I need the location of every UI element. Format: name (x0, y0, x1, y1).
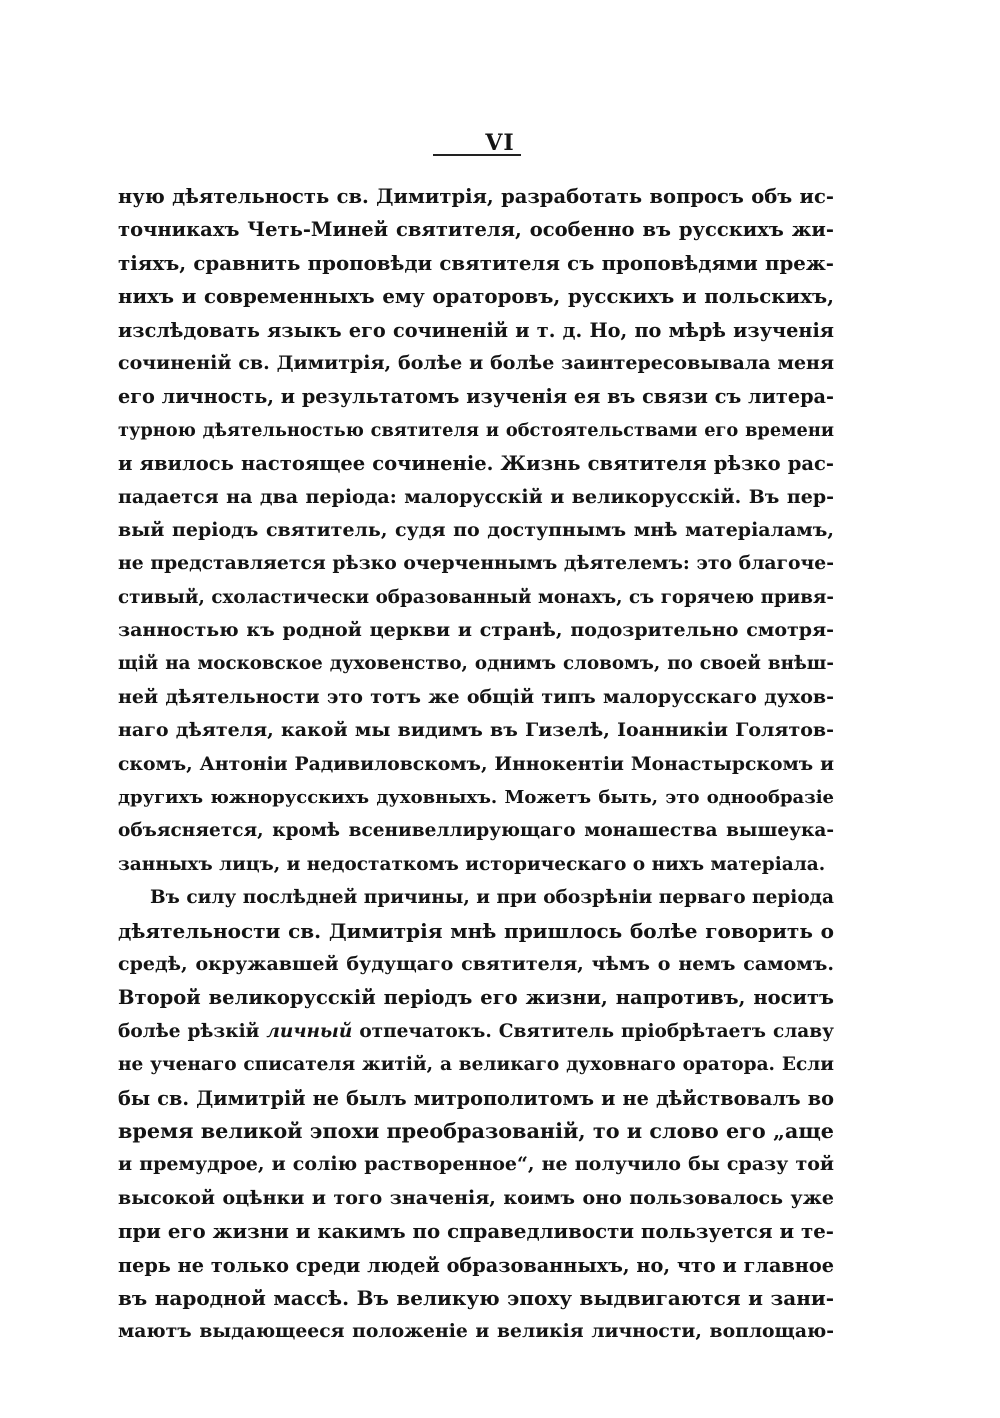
text-line: скомъ, Антоніи Радивиловскомъ, Иннокентіи Монастырскомъ и (118, 752, 834, 775)
text-line: средѣ, окружавшей будущаго святителя, чѣмъ о немъ самомъ. (118, 952, 834, 975)
page-number: VI (485, 130, 515, 156)
text-line: падается на два періода: малорусскій и великорусскій. Въ пер- (118, 485, 834, 508)
text-line: объясняется, кромѣ всенивеллирующаго монашества вышеука- (118, 820, 834, 842)
text-line: Второй великорусскій періодъ его жизни, напротивъ, носитъ (118, 986, 834, 1010)
text-line: не представляется рѣзко очерченнымъ дѣятелемъ: это благоче- (118, 552, 834, 575)
text-line: щій на московское духовенство, однимъ словомъ, по своей внѣш- (118, 653, 834, 675)
text-line: не ученаго списателя житій, а великаго духовнаго оратора. Если (118, 1054, 834, 1076)
page-number-rule (433, 154, 521, 156)
text-line: турною дѣятельностью святителя и обстоятельствами его времени (118, 419, 834, 441)
text-line: бы св. Димитрій не былъ митрополитомъ и не дѣйствовалъ во (118, 1086, 834, 1110)
text-line: ней дѣятельности это тотъ же общій типъ малорусскаго духов- (118, 685, 834, 708)
text-line: высокой оцѣнки и того значенія, коимъ оно пользовалось уже (118, 1186, 834, 1209)
text-line: точникахъ Четь-Миней святителя, особенно въ русскихъ жи- (118, 218, 834, 242)
text-line: при его жизни и какимъ по справедливости пользуется и те- (118, 1219, 834, 1244)
text-line: нихъ и современныхъ ему ораторовъ, русскихъ и польскихъ, (118, 284, 834, 309)
text-line: наго дѣятеля, какой мы видимъ въ Гизелѣ, Іоанникіи Голятов- (118, 719, 834, 742)
text-line: тіяхъ, сравнить проповѣди святителя съ проповѣдями преж- (118, 250, 834, 275)
text-line: въ народной массѣ. Въ великую эпоху выдвигаются и зани- (118, 1285, 834, 1310)
text-segment: болѣе рѣзкій (118, 1020, 267, 1042)
text-line: ную дѣятельность св. Димитрія, разработать вопросъ объ ис- (118, 185, 834, 208)
text-line: дѣятельности св. Димитрія мнѣ пришлось болѣе говорить о (118, 918, 834, 943)
text-line: и явилось настоящее сочиненіе. Жизнь святителя рѣзко рас- (118, 452, 834, 476)
text-line-paragraph-start: Въ силу послѣдней причины, и при обозрѣніи перваго періода (150, 887, 834, 909)
text-line-paragraph-end: занныхъ лицъ, и недостаткомъ историческаго о нихъ матеріала. (118, 853, 826, 875)
body-text (118, 180, 834, 1349)
text-line: перь не только среди людей образованныхъ, но, что и главное (118, 1253, 834, 1277)
text-segment: отпечатокъ. Святитель пріобрѣтаетъ славу (352, 1020, 834, 1042)
text-line: стивый, схоластически образованный монахъ, съ горячею привя- (118, 586, 834, 608)
text-line: изслѣдовать языкъ его сочиненій и т. д. Но, по мѣрѣ изученія (118, 318, 834, 342)
text-line: сочиненій св. Димитрія, болѣе и болѣе заинтересовывала меня (118, 351, 834, 374)
text-line: маютъ выдающееся положеніе и великія личности, воплощаю- (118, 1320, 834, 1343)
text-line: время великой эпохи преобразованій, то и слово его „аще (118, 1118, 834, 1143)
text-line-with-emphasis (118, 1015, 834, 1048)
text-line: и премудрое, и солію растворенное“, не получило бы сразу той (118, 1153, 834, 1176)
text-line: его личность, и результатомъ изученія ея въ связи съ литера- (118, 385, 834, 409)
text-line: вый періодъ святитель, судя по доступнымъ мнѣ матеріаламъ, (118, 518, 834, 541)
emphasized-word: личный (266, 1020, 353, 1042)
text-line: занностью къ родной церкви и странѣ, подозрительно смотря- (118, 619, 834, 642)
text-line: другихъ южнорусскихъ духовныхъ. Можетъ быть, это однообразіе (118, 787, 834, 809)
